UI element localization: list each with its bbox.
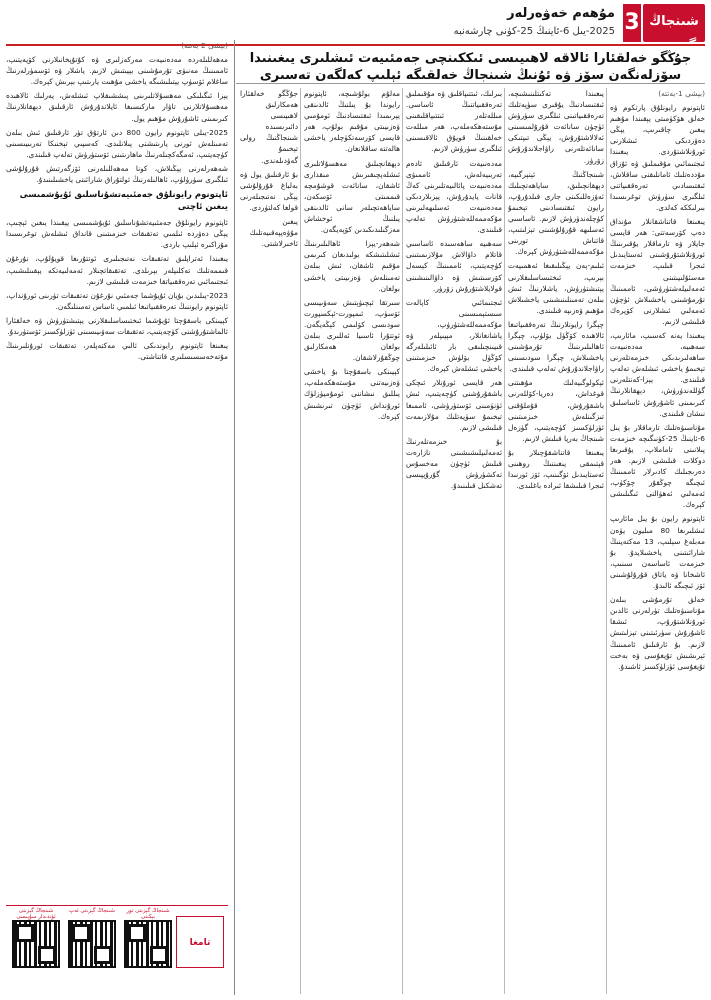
paragraph: ئاپتونوم رايون بۇ يىل مائارىپ ئىشلىرىغا 80 مىليون يۈەن مەبلەغ سېلىپ، 13 مەكتەپنىڭ شارائىتىنى ياخشىلايدۇ. بۇ خىزمەت ئاساسەن سىنىپ، ئاشخانا ۋە ياتاق قۇرۇلۇشىنى ئۆز ئىچىگە ئالىدۇ. [610, 514, 705, 591]
column-divider [606, 88, 607, 994]
paragraph: يىغىندا تەكىتلىنىشىچە، ئىقتىسادنىڭ يۇقىرى سۈپەتلىك تەرەققىياتىنى ئىلگىرى سۈرۈش ئۈچۈن سانائەت قۇرۇلمىسىنى ئەلالاشتۇرۇش، يېڭى تىپتىكى سانائەتلەرنى راۋاجلاندۇرۇش زۆرۈر. [508, 89, 604, 165]
qr-caption: شىنجاڭ گېزىتى ئەپ [69, 908, 115, 914]
paragraph: كېيىنكى باسقۇچتا بۇ ياخشى ۋەزىيەتنى مۇستەھكەملەپ، يىللىق نىشاننى ئومۇميۈزلۈك ئورۇنداش ئۈچۈن تىرىشىش كېرەك. [304, 367, 400, 421]
paragraph: يىغىنغا ئاپتونوم رايوندىكى ئالىي مەكتەپلەر، تەتقىقات ئورۇنلىرىنىڭ مۇتەخەسسىسلىرى قاتناشتى. [6, 341, 228, 362]
qr-code-icon[interactable] [68, 920, 116, 968]
qr-code-icon[interactable] [12, 920, 60, 968]
paragraph: جۇڭگو خەلقئارا ھەمكارلىق لاھىيىسى دائىرىسىدە شىنجاڭنىڭ رولى تېخىمۇ گەۋدىلەندى. [240, 89, 298, 165]
section-title: مۇھەم خەۋەرلەر [507, 6, 615, 21]
paragraph: ئېكولوگىيەلىك مۇھىتنى قوغداش، دەريا-كۆللەرنى باشقۇرۇش، قۇملۇقنى تىزگىنلەش خىزمىتىنى ئۈزلۈكسىز كۈچەيتىپ، گۈزەل شىنجاڭ بەرپا قىلىش لازىم. [508, 378, 604, 443]
article-subhead: ئاپتونوم رايونلۇق جەمئىيەتشۇناسلىق ئۇيۇشمىسى يىغىن ئاچتى [19, 190, 228, 213]
paragraph: ھەر قايسى ئورۇنلار ئىچكى باشقۇرۇشنى كۈچەيتىپ، ئىش ئۈنۈمىنى ئۆستۈرۈشى، ئاممىغا تېخىمۇ سۈپەتلىك مۇلازىمەت قىلىشى لازىم. [406, 378, 502, 432]
paragraph: شەھەر-يېزا ئاھالىلىرىنىڭ ئىشلىتىشكە بولىدىغان كىرىمى مۇقىم ئاشقان، ئىش بىلەن تەمىنلەش ۋەزىيىتى ياخشى بولغان. [304, 239, 400, 293]
article-column-4 [304, 88, 400, 994]
newspaper-logo [643, 4, 705, 42]
article-column-5 [240, 88, 298, 994]
article-column-2 [508, 88, 604, 994]
main-headline: جۇڭگو خەلقئارا ئالاقە لاھىيىسى ئىككىنچى جەمئىيەت ئىشلىرى يىغىنىدا سۆزلەنگەن سۆز ۋە ئۇنىڭ شىنجاڭ خەلقىگە ئېلىپ كەلگەن تەسىرى [249, 51, 692, 83]
column-divider [402, 88, 403, 994]
paragraph: ئاپتونوم رايونلۇق جەمئىيەتشۇناسلىق ئۇيۇشمىسى يېقىندا يىغىن ئېچىپ، يېڭى دەۋردە ئىلمىي تەتقىقات خىزمىتىنى قانداق ئىشلەش توغرىسىدا مۇزاكىرە ئېلىپ باردى. [6, 218, 228, 250]
paragraph: ئاپتونوم رايونلۇق پارتكوم ۋە خەلق ھۆكۈمىتى يېقىندا مۇھىم يىغىن چاقىرىپ، يېڭى دەۋردىكى ئىشلارنى ئورۇنلاشتۇردى. يىغىندا ئىجتىمائىي مۇقىملىق ۋە ئۇزاق مۇددەتلىك ئامانلىقنى ساقلاش، ئىقتىسادىي تەرەققىياتنى ئىلگىرى سۈرۈش توغرىسىدا بىرلىككە كەلدى. [610, 103, 705, 212]
paragraph: يىغىندا يەنە كەسىپ، مائارىپ، سەھىيە، مەدەنىيەت ساھەلىرىدىكى خىزمەتلەرنى تېخىمۇ ياخشى ئىشلەش تەلەپ قىلىندى. يېزا-كەنتلەرنى گۈللەندۈرۈش، دېھقانلارنىڭ كىرىمىنى ئاشۇرۇش ئاساسلىق نىشان قىلىندى. [610, 330, 705, 418]
paragraph: بىرلىك، ئىتتىپاقلىق ۋە مۇقىملىق تەرەققىياتنىڭ ئاساسى. مىللەتلەر ئىتتىپاقلىقىنى مۇستەھكەملەپ، ھەر مىللەت خەلقىنىڭ قويۇق ئالاقىسىنى ئىلگىرى سۈرۈش لازىم. [406, 89, 502, 154]
paragraph: كېيىنكى باسقۇچتا ئۇيۇشما ئىختىساسلىقلارنى يېتىشتۈرۈش ۋە خەلقئارا ئالماشتۇرۇشنى كۈچەيتىپ، تەتقىقات سەۋىيىسىنى ئۈزلۈكسىز ئۆستۈرىدۇ. [6, 315, 228, 336]
article-column-3 [406, 88, 502, 994]
article-column-1 [610, 88, 705, 994]
paragraph: 2025-يىلى ئاپتونوم رايون 800 دىن ئارتۇق تۈر ئارقىلىق ئىش بىلەن تەمىنلەش ئورنى يارىتىشنى پىلانلىدى. كەسپىي تېخنىكا تەربىيىسىنى كۈچەيتىپ، ئەمگەكچىلەرنىڭ ماھارىتىنى ئۆستۈرۈش تەلەپ قىلىندى. [6, 127, 228, 159]
column-divider [300, 88, 301, 994]
paragraph: يىغىنغا قاتناشقۇچىلار بۇ قېتىمقى يىغىننىڭ روھىنى ئەستايىدىل ئۆگىنىپ، ئۆز ئورنىدا ئىجرا قىلىشقا ئىرادە باغلىدى. [508, 447, 604, 491]
paragraph: يېزا ئىگىلىكى مەھسۇلاتلىرىنى پىششىقلاپ ئىشلەش، يەرلىك ئالاھىدە مەھسۇلاتلارنى تاۋار ماركىسىغا ئايلاندۇرۇش ئارقىلىق دېھقانلارنىڭ كىرىمىنى ئاشۇرۇش مۇھىم يول. [6, 91, 228, 123]
paragraph: يىغىندا ئەتراپلىق تەتقىقات نەتىجىلىرى ئوتتۇرىغا قويۇلۇپ، نۇرغۇن قىممەتلىك تەكلىپلەر بېرىلدى. تەتقىقاتچىلار ئەمەلىيەتكە يېقىنلىشىپ، ئىجتىمائىي تەرەققىياتقا خىزمەت قىلىشى لازىم. [6, 254, 228, 286]
paragraph: مۇناسىۋەتلىك تارماقلار بۇ يىل 6-ئاينىڭ 25-كۈنىگىچە خىزمەت پىلانىنى تاماملاپ، يۇقىرىغا دوكلات قىلىشى لازىم. ھەر دەرىجىلىك كادىرلار ئاممىنىڭ ئىچىگە چوڭقۇر چۆكۈپ، ئەمەلىي ئەھۋالنى ئىگىلىشى كېرەك. [610, 422, 705, 510]
qr-caption: شىنجاڭ گېزىتى ئۈندىدار سۇپىسى [16, 908, 56, 920]
stamp-icon: تامغا [176, 916, 224, 968]
continued-note: (بېشى 1-بەتتە) [658, 89, 705, 98]
qr-caption: شىنجاڭ گېزىتى تور بېكىتى [126, 908, 170, 920]
qr-code-icon[interactable] [124, 920, 172, 968]
paragraph: شىنجاڭنىڭ ئېنېرگىيە، دېھقانچىلىق، ساياھەتچىلىك ئەۋزەللىكىنى جارى قىلدۇرۇپ، رايون ئىقتىسادىنى تېخىمۇ كۈچلەندۈرۈش لازىم. ئاساسىي ئەسلىھە قۇرۇلۇشىنى تېزلىتىپ، قاتناش تورىنى مۇكەممەللەشتۈرۈش كېرەك. [508, 169, 604, 257]
paragraph: مەلۇم بولۇشىچە، ئاپتونوم رايوندا بۇ يىلنىڭ ئالدىنقى يېرىمىدا ئىقتىسادنىڭ ئومۇمىي ۋەزىيىتى مۇقىم بولۇپ، ھەر قايسى كۆرسەتكۈچلەر ياخشى ھالەتتە ساقلانغان. [304, 89, 400, 154]
paragraph: يىغىن مۇۋەپپەقىيەتلىك ئاخىرلاشتى. [249, 217, 298, 249]
paragraph: مەدەنىيەت ئارقىلىق ئادەم تەربىيەلەش، ئاممىۋى مەدەنىيەت پائالىيەتلىرىنى كەڭ قانات يايدۇرۇش، يېزىلاردىكى مەدەنىيەت ئەسلىھەلىرىنى مۇكەممەللەشتۈرۈش تەلەپ قىلىندى. [406, 158, 502, 235]
paragraph: ئىجتىمائىي كاپالەت سىستېمىسىنى مۇكەممەللەشتۈرۈپ، ياشانغانلار، مېيىپلەر ۋە قىيىنچىلىقى بار ئائىلىلەرگە كۆڭۈل بۆلۈش خىزمىتىنى ياخشى ئىشلەش كېرەك. [406, 297, 502, 374]
paragraph: چېگرا رايونلارنىڭ تەرەققىياتىغا ئالاھىدە كۆڭۈل بۆلۈپ، چېگرا ئاھالىلىرىنىڭ تۇرمۇشىنى ياخشىلاش، چېگرا سودىسىنى راۋاجلاندۇرۇش تەلەپ قىلىندى. [508, 319, 604, 374]
issue-date: 2025-يىل 6-ئاينىڭ 25-كۈنى چارشەنبە [453, 26, 615, 37]
paragraph: شەھەرلەرنى يېڭىلاش، كونا مەھەللىلەرنى ئۆزگەرتىش قۇرۇلۇشى ئىلگىرى سۈرۈلۈپ، ئاھالىلەرنىڭ ئولتۇراق شارائىتى ياخشىلىنىدۇ. [6, 163, 228, 185]
paragraph: ئىلىم-پەن يېڭىلىقىغا ئەھمىيەت بېرىپ، ئىختىساسلىقلارنى يېتىشتۈرۈش، ياشلارنىڭ ئىش بىلەن تەمىنلىنىشىنى ياخشىلاش مۇھىم ۋەزىپە قىلىندى. [508, 261, 604, 315]
continued-note: (بېشى 2-بەتتە) [181, 41, 228, 50]
headline-band [236, 50, 705, 84]
paragraph: سەھىيە ساھەسىدە ئاساسىي قاتلام داۋالاش مۇلازىمىتىنى كۈچەيتىپ، ئاممىنىڭ كېسەل كۆرسىتىش ۋە داۋالىنىشىنى قولايلاشتۇرۇش زۆرۈر. [406, 239, 502, 293]
page-number: 3 [623, 4, 641, 42]
logo-text: شىنجاڭ [649, 14, 699, 29]
paragraph: بۇ خىزمەتلەرنىڭ ئەمەلىيلىشىشىنى نازارەت قىلىش ئۈچۈن مەخسۇس تەكشۈرۈش گۇرۇپپىسى تەشكىل قىلىنىدۇ. [406, 436, 502, 491]
paragraph: يىغىنغا قاتناشقانلار مۇنداق دەپ كۆرسەتتى: ھەر قايسى جايلار ۋە تارماقلار يۇقىرىنىڭ ئورۇنلاشتۇرۇشىنى ئەستايىدىل ئىجرا قىلىپ، خىزمەت مەسئۇلىيىتىنى ئەمەلىيلەشتۈرۈشى، ئاممىنىڭ تۇرمۇشىنى ياخشىلاش ئۈچۈن ئەمەلىي ئىشلارنى كۆپرەك قىلىشى لازىم. [610, 217, 705, 326]
paragraph: دېھقانچىلىق مەھسۇلاتلىرى ئىشلەپچىقىرىش مىقدارى ئاشقان، سانائەت قوشۇمچە قىممىتى ئۆسكەن، ساياھەتچىلەر سانى ئالدىنقى يىلنىڭ ئوخشاش مەزگىلىدىكىدىن كۆپەيگەن. [304, 158, 400, 235]
paragraph: مەھەللىلەردە مەدەنىيەت مەركەزلىرى ۋە كۇتۇپخانىلارنى كۆپەيتىپ، ئاممىنىڭ مەنىۋى تۇرمۇشىنى بېيىتىش لازىم. ياشلار ۋە ئۆسمۈرلەرنىڭ ساغلام ئۆسۈپ يېتىلىشىگە ياخشى مۇھىت يارىتىپ بېرىش كېرەك. [6, 55, 228, 87]
column-divider [504, 88, 505, 994]
qr-code-strip [6, 905, 228, 995]
paragraph: 2023-يىلىدىن بۇيان ئۇيۇشما جەمئىي نۇرغۇن تەتقىقات تۈرىنى ئورۇنداپ، ئاپتونوم رايوننىڭ تەرەققىياتىغا ئىلمىي ئاساس تەمىنلىگەن. [6, 290, 228, 311]
paragraph: بۇ ئارقىلىق يول ۋە بەلباغ قۇرۇلۇشى يېڭى نەتىجىلەرنى قولغا كەلتۈردى. [240, 169, 298, 212]
paragraph: خەلق تۇرمۇشى بىلەن مۇناسىۋەتلىك تۈرلەرنى ئالدىن ئورۇنلاشتۇرۇپ، ئىشقا ئاشۇرۇش سۈرئىتىنى تېزلىتىش لازىم. بۇ ئارقىلىق ئاممىنىڭ ئېرىشىش تۇيغۇسى ۋە بەخت تۇيغۇسى ئۈزلۈكسىز ئاشىدۇ. [610, 595, 705, 671]
section-divider [234, 40, 235, 995]
paragraph: سىرتقا ئېچىۋېتىش سەۋىيىسى ئۆسۈپ، ئىمپورت-ئېكسپورت سودىسى كۆلىمى كېڭەيگەن. ئوتتۇرا ئاسىيا ئەللىرى بىلەن بولغان ھەمكارلىق چوڭقۇرلاشقان. [304, 297, 400, 363]
article-column-left [6, 40, 228, 890]
